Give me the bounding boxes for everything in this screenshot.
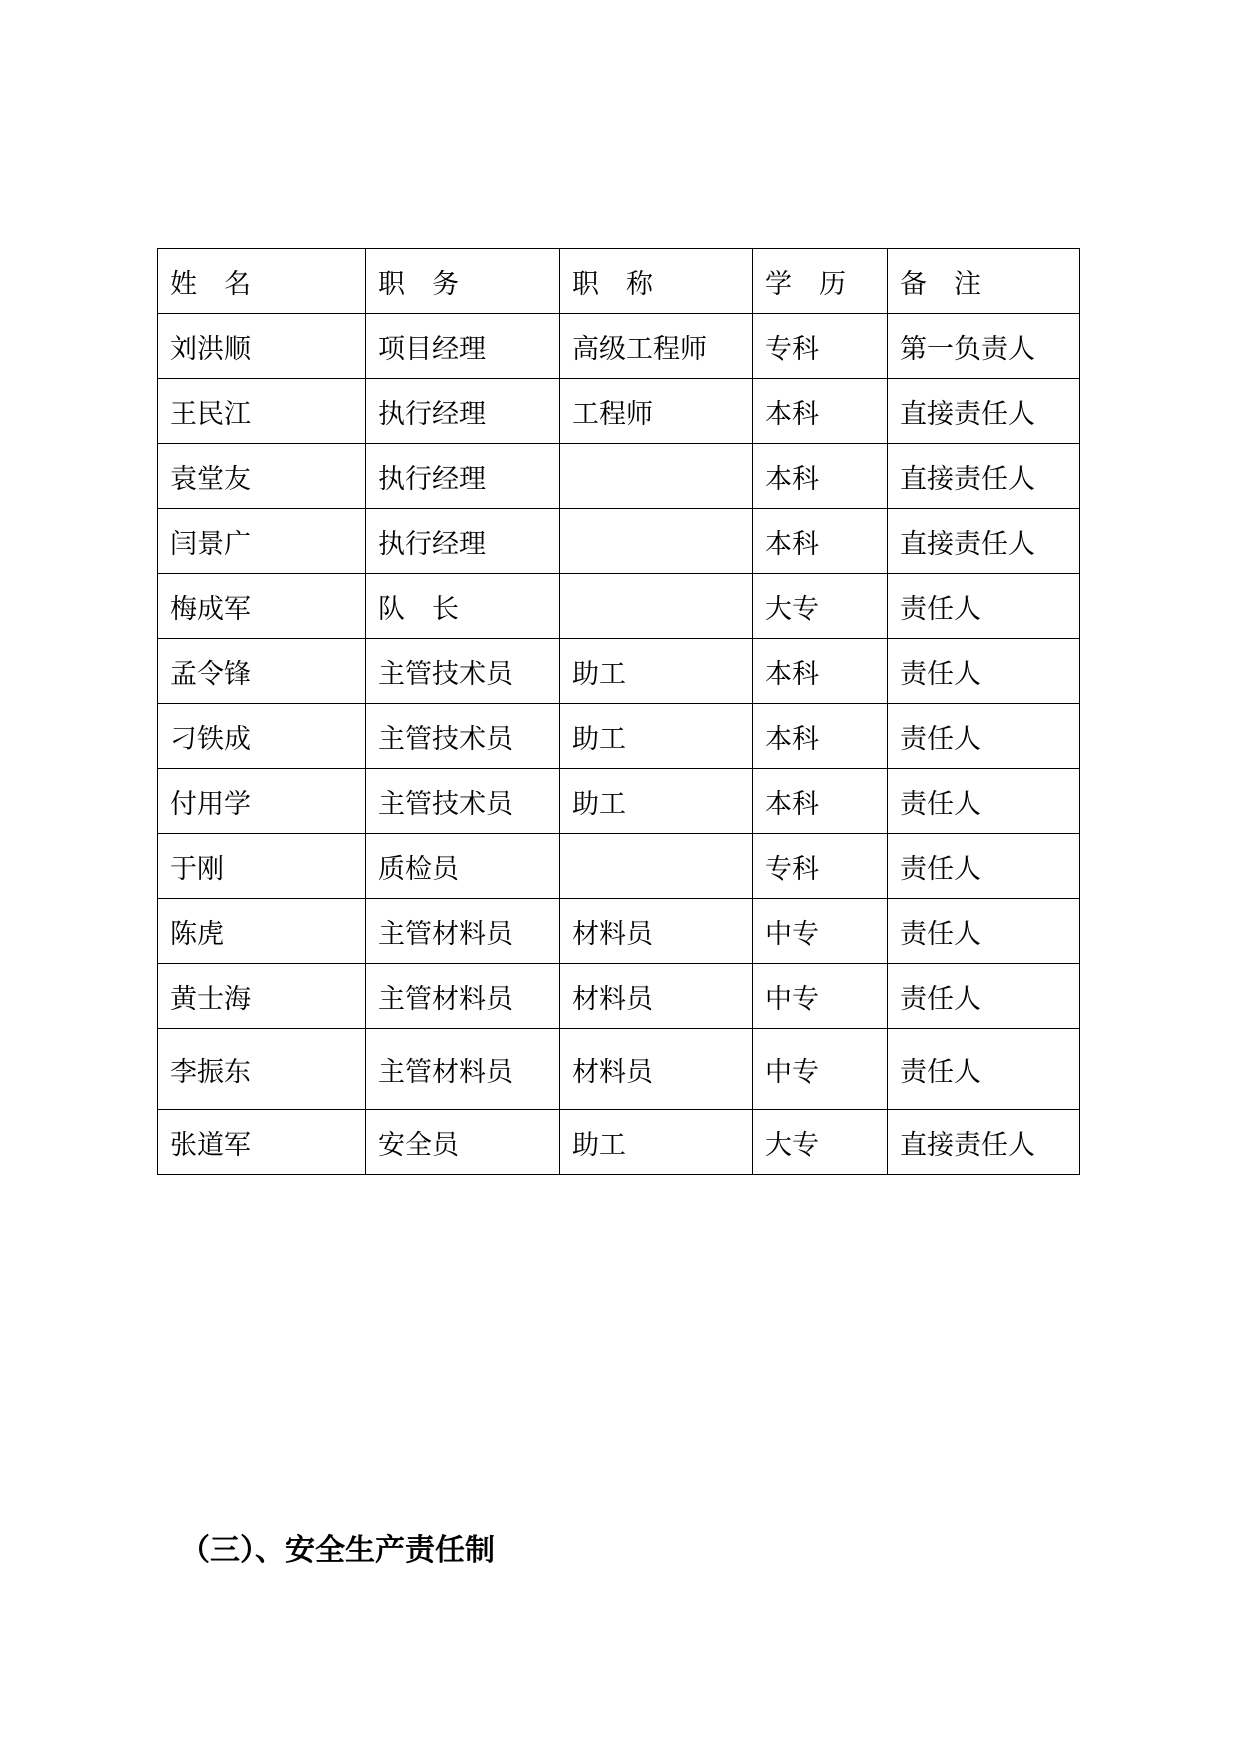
cell-title: 助工 [560,769,753,834]
cell-title: 材料员 [560,1029,753,1110]
cell-education: 专科 [753,314,888,379]
staff-table [157,248,1080,1175]
cell-position: 主管技术员 [366,704,560,769]
cell-remarks: 责任人 [888,639,1080,704]
cell-name: 孟令锋 [158,639,366,704]
cell-position: 队 长 [366,574,560,639]
cell-position: 主管技术员 [366,639,560,704]
table-row [158,769,1080,834]
cell-education: 本科 [753,379,888,444]
section-heading: （三）、安全生产责任制 [180,1533,495,1568]
cell-name: 于刚 [158,834,366,899]
cell-position: 执行经理 [366,509,560,574]
cell-title: 助工 [560,704,753,769]
table-row [158,1110,1080,1175]
cell-remarks: 责任人 [888,1029,1080,1110]
cell-title: 工程师 [560,379,753,444]
cell-title: 高级工程师 [560,314,753,379]
cell-remarks: 直接责任人 [888,509,1080,574]
cell-title: 助工 [560,639,753,704]
cell-remarks: 责任人 [888,899,1080,964]
cell-education: 本科 [753,769,888,834]
cell-name: 闫景广 [158,509,366,574]
header-position: 职 务 [366,249,560,314]
cell-remarks: 责任人 [888,964,1080,1029]
table-row [158,1029,1080,1110]
header-education: 学 历 [753,249,888,314]
table-row [158,444,1080,509]
table-row [158,314,1080,379]
cell-remarks: 第一负责人 [888,314,1080,379]
table-row [158,639,1080,704]
cell-name: 李振东 [158,1029,366,1110]
cell-remarks: 直接责任人 [888,1110,1080,1175]
cell-title [560,574,753,639]
table-header-row [158,249,1080,314]
cell-education: 中专 [753,964,888,1029]
cell-position: 主管技术员 [366,769,560,834]
table-row [158,704,1080,769]
header-remarks: 备 注 [888,249,1080,314]
table-row [158,379,1080,444]
cell-remarks: 责任人 [888,834,1080,899]
cell-name: 张道军 [158,1110,366,1175]
cell-education: 本科 [753,704,888,769]
cell-name: 袁堂友 [158,444,366,509]
cell-position: 项目经理 [366,314,560,379]
cell-title [560,444,753,509]
header-title: 职 称 [560,249,753,314]
cell-title [560,509,753,574]
cell-name: 刘洪顺 [158,314,366,379]
table-row [158,899,1080,964]
cell-remarks: 责任人 [888,704,1080,769]
cell-name: 刁铁成 [158,704,366,769]
table-row [158,509,1080,574]
cell-name: 黄士海 [158,964,366,1029]
cell-position: 质检员 [366,834,560,899]
cell-education: 中专 [753,899,888,964]
cell-education: 本科 [753,444,888,509]
cell-education: 大专 [753,574,888,639]
cell-education: 大专 [753,1110,888,1175]
cell-name: 王民江 [158,379,366,444]
cell-position: 主管材料员 [366,1029,560,1110]
table-row [158,834,1080,899]
cell-title: 助工 [560,1110,753,1175]
cell-position: 主管材料员 [366,899,560,964]
cell-remarks: 责任人 [888,574,1080,639]
cell-title: 材料员 [560,899,753,964]
header-name: 姓 名 [158,249,366,314]
table-row [158,964,1080,1029]
table-row [158,574,1080,639]
cell-education: 本科 [753,639,888,704]
cell-position: 执行经理 [366,379,560,444]
cell-remarks: 直接责任人 [888,444,1080,509]
cell-remarks: 直接责任人 [888,379,1080,444]
cell-education: 本科 [753,509,888,574]
cell-position: 安全员 [366,1110,560,1175]
cell-title [560,834,753,899]
cell-education: 中专 [753,1029,888,1110]
cell-education: 专科 [753,834,888,899]
cell-name: 付用学 [158,769,366,834]
cell-title: 材料员 [560,964,753,1029]
cell-name: 梅成军 [158,574,366,639]
cell-remarks: 责任人 [888,769,1080,834]
cell-name: 陈虎 [158,899,366,964]
cell-position: 执行经理 [366,444,560,509]
cell-position: 主管材料员 [366,964,560,1029]
